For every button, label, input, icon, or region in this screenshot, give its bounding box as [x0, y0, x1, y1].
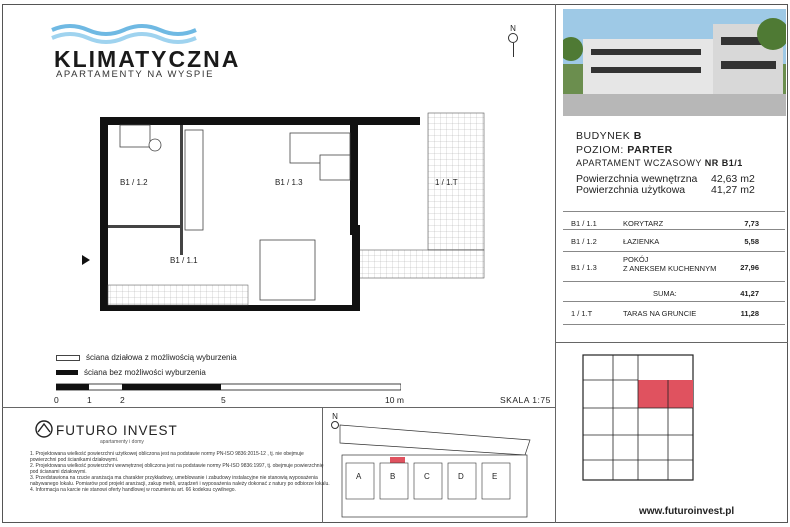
footnote: 1. Projektowana wielkość powierzchni użytkowej obliczona jest na podstawie normy PN-ISO 9836:2015-12 , tj. nie obejmuje powierzchni pod ścianikami działowymi.	[30, 451, 304, 463]
legend-partition	[56, 353, 237, 362]
legend-structural-label: ściana bez możliwości wyburzenia	[84, 368, 206, 377]
scale-tick-2: 2	[120, 395, 125, 405]
room-label-terrace: 1 / 1.T	[435, 178, 458, 187]
table-cell-area: 11,28	[740, 309, 759, 318]
building-value: B	[633, 130, 642, 142]
scale-tick-0: 0	[54, 395, 59, 405]
usable-area-value: 41,27 m2	[711, 184, 755, 196]
apartment-highlight	[638, 380, 693, 408]
inner-area-label: Powierzchnia wewnętrzna	[576, 173, 698, 185]
wave-logo-icon	[50, 22, 200, 46]
site-building-b: B	[390, 472, 396, 481]
footnote: 2. Projektowana wielkość powierzchni wewnętrznej obliczona jest na podstawie normy PN-ISO 9836:1997, tj. obejmuje powierzchnię pod ścianami działowymi.	[30, 463, 324, 475]
table-cell-name: POKÓJ Z ANEKSEM KUCHENNYM	[623, 255, 717, 273]
site-compass-label: N	[332, 412, 338, 421]
divider-vertical	[555, 4, 556, 523]
brand-subtitle: APARTAMENTY NA WYSPIE	[56, 69, 215, 80]
room-label-b1-1-1: B1 / 1.1	[170, 256, 198, 265]
scale-tick-1: 1	[87, 395, 92, 405]
table-cell-area: 27,96	[740, 263, 759, 272]
site-building-e: E	[492, 472, 498, 481]
level-label: POZIOM:	[576, 144, 624, 156]
table-cell-id: B1 / 1.1	[571, 219, 597, 228]
room-label-b1-1-3: B1 / 1.3	[275, 178, 303, 187]
legend-structural	[56, 368, 206, 377]
building-line	[576, 130, 642, 142]
footnotes	[30, 451, 330, 493]
scale-bar	[56, 383, 401, 393]
table-cell-area: 5,58	[744, 237, 759, 246]
scale-tick-10: 10 m	[385, 395, 404, 405]
legend-partition-swatch	[56, 355, 80, 361]
level-value: PARTER	[627, 144, 673, 156]
room-label-b1-1-2: B1 / 1.2	[120, 178, 148, 187]
floor-plan	[80, 105, 500, 340]
developer-tagline: apartamenty i domy	[100, 439, 144, 445]
building-label: BUDYNEK	[576, 130, 631, 142]
inner-area-value: 42,63 m2	[711, 173, 755, 185]
legend-partition-label: ściana działowa z możliwością wyburzenia	[86, 353, 237, 362]
table-cell-name: SUMA:	[653, 289, 677, 298]
table-row	[563, 251, 785, 282]
table-cell-id: B1 / 1.2	[571, 237, 597, 246]
site-building-d: D	[458, 472, 464, 481]
entrance-arrow-icon	[82, 255, 90, 265]
brand-title: KLIMATYCZNA	[54, 46, 241, 72]
building-photo	[563, 9, 786, 116]
futuro-logo-icon	[34, 419, 54, 439]
footnote: 3. Przedstawiona na rzucie aranżacja ma charakter przykładowy, umeblowanie i zabudowy instalacyjne nie stanowią wyposażenia nabywanego lokalu. Pomiarów pod projekt aranżacji, zakup mebli, urządzeń i wyposażenia należy dokonać z natury po odbiorze lokalu.	[30, 475, 330, 487]
level-line	[576, 144, 673, 156]
apartment-line	[576, 158, 743, 168]
table-cell-id: B1 / 1.3	[571, 263, 597, 272]
site-building-c: C	[424, 472, 430, 481]
table-cell-name: ŁAZIENKA	[623, 237, 660, 246]
table-cell-name: KORYTARZ	[623, 219, 664, 228]
compass-label: N	[510, 24, 516, 33]
north-compass-icon	[508, 24, 518, 57]
site-building-a: A	[356, 472, 362, 481]
floor-key-plan	[578, 350, 698, 490]
apartment-label: APARTAMENT WCZASOWY	[576, 158, 702, 168]
table-row	[563, 301, 785, 325]
scale-label: SKALA 1:75	[500, 395, 551, 405]
table-cell-area: 41,27	[740, 289, 759, 298]
table-cell-name: TARAS NA GRUNCIE	[623, 309, 697, 318]
site-plan	[330, 415, 550, 520]
table-cell-area: 7,73	[744, 219, 759, 228]
footnote: 4. Informacja na karcie nie stanowi oferty handlowej w rozumieniu art. 66 kodeksu cywilnego.	[30, 487, 236, 493]
website-link[interactable]: www.futuroinvest.pl	[639, 506, 735, 517]
legend-structural-swatch	[56, 370, 78, 375]
divider-horizontal	[2, 407, 555, 408]
table-cell-id: 1 / 1.T	[571, 309, 593, 318]
developer-name: FUTURO INVEST	[56, 423, 178, 438]
apartment-value: NR B1/1	[704, 158, 743, 168]
scale-tick-5: 5	[221, 395, 226, 405]
usable-area-label: Powierzchnia użytkowa	[576, 184, 686, 196]
table-row	[563, 229, 785, 252]
divider-right	[555, 342, 788, 343]
